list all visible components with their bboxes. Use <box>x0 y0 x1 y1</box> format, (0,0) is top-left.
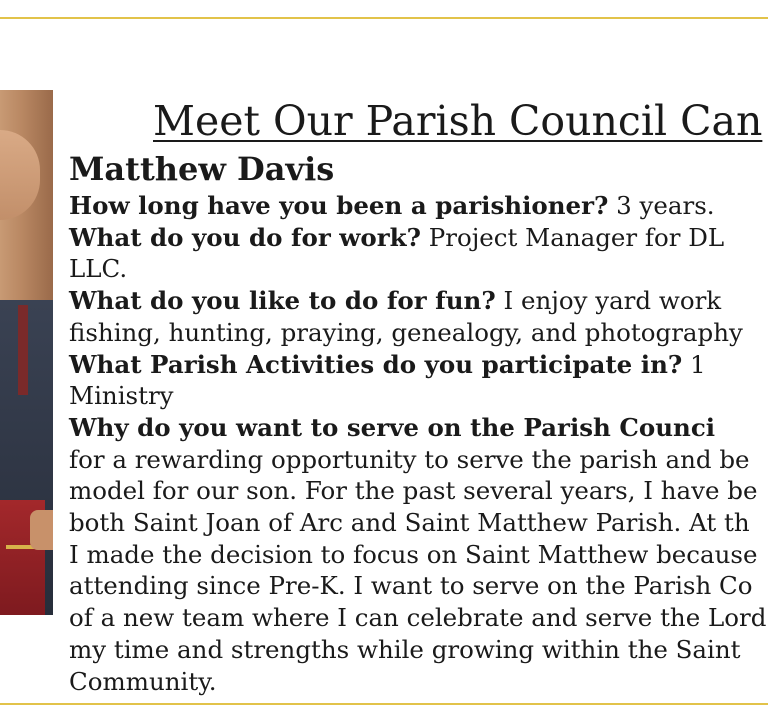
qa-item <box>69 285 768 317</box>
qa-item <box>69 190 768 222</box>
qa-item <box>69 412 768 444</box>
qa-answer-line: Ministry <box>69 381 174 411</box>
qa-answer-line: LLC. <box>69 254 128 284</box>
qa-answer: I enjoy yard work <box>495 286 722 316</box>
qa-answer-line: attending since Pre-K. I want to serve on the Parish Co <box>69 571 753 601</box>
candidate-name: Matthew Davis <box>69 150 335 188</box>
qa-answer-line: for a rewarding opportunity to serve the parish and be <box>69 444 750 474</box>
qa-answer-line: both Saint Joan of Arc and Saint Matthew Parish. At th <box>69 508 750 538</box>
top-border-rule <box>0 17 768 19</box>
qa-answer: 1 <box>682 349 706 379</box>
qa-answer-line: my time and strengths while growing within the Saint <box>69 634 741 664</box>
qa-answer-line: I made the decision to focus on Saint Matthew because <box>69 539 758 569</box>
qa-item <box>69 222 768 254</box>
page-title: Meet Our Parish Council Can <box>153 97 763 145</box>
qa-question: Why do you want to serve on the Parish Counci <box>69 412 716 442</box>
bottom-border-rule <box>0 703 768 705</box>
qa-question: What do you like to do for fun? <box>69 286 496 316</box>
qa-answer-line: Community. <box>69 666 217 696</box>
qa-answer-line: fishing, hunting, praying, genealogy, and photography <box>69 317 743 347</box>
qa-answer: Project Manager for DL <box>420 222 725 252</box>
qa-answer-line: of a new team where I can celebrate and serve the Lord <box>69 603 767 633</box>
photo-tie <box>18 305 28 395</box>
qa-answer-line: model for our son. For the past several years, I have be <box>69 476 758 506</box>
photo-book-band <box>6 545 34 549</box>
photo-face <box>0 130 40 220</box>
candidate-photo <box>0 90 53 615</box>
qa-answer: 3 years. <box>608 191 715 220</box>
qa-question: What do you do for work? <box>69 222 421 252</box>
qa-question: What Parish Activities do you participate in? <box>69 349 683 379</box>
qa-list <box>69 190 768 697</box>
qa-question: How long have you been a parishioner? <box>69 191 609 220</box>
qa-item <box>69 349 768 381</box>
photo-hand <box>30 510 53 550</box>
